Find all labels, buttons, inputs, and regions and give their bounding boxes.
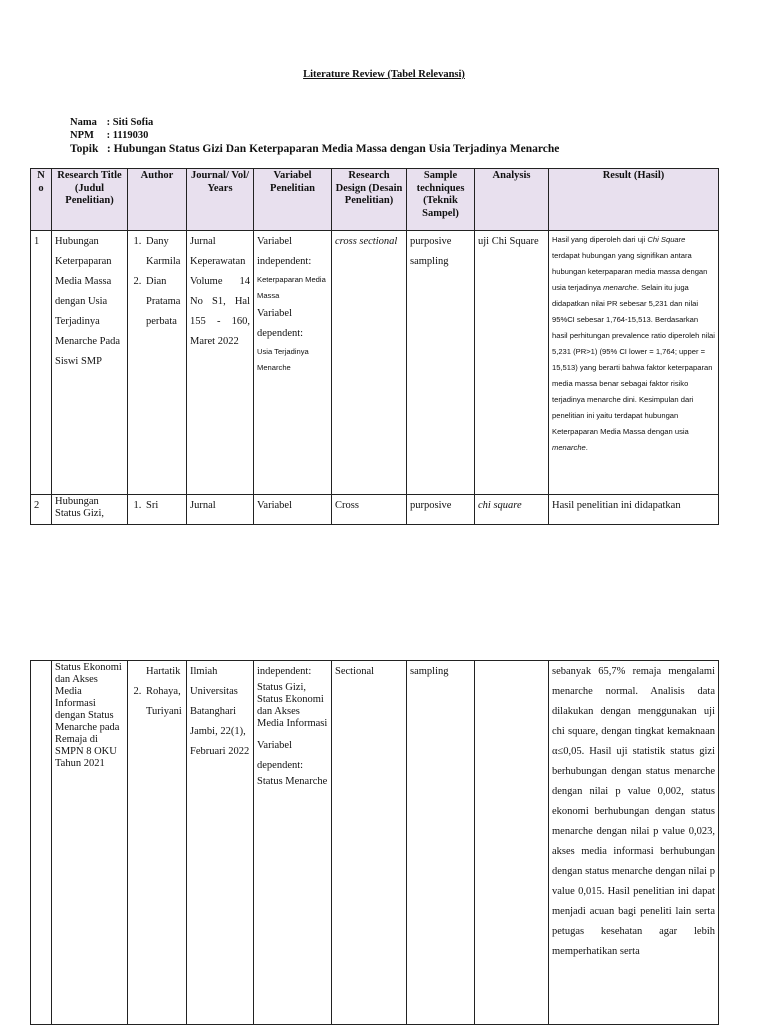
variables [254,661,332,1025]
authors [128,661,187,1025]
name-value: : Siti Sofia [106,117,154,128]
author-continued: Hartatik [146,666,181,677]
header-analysis: Analysis [475,169,549,231]
var-independent-label: independent: [257,666,312,677]
var-independent: Status Gizi, Status Ekonomi dan Akses Media Informasi [257,682,328,729]
sample-technique: purposive [407,495,475,525]
table-row [31,495,719,525]
result-text: Hasil yang diperoleh dari uji [552,235,648,244]
document-title: Literature Review (Tabel Relevansi) [303,69,465,80]
table-row [31,231,719,495]
header-sample: Sample techniques (Teknik Sampel) [407,169,475,231]
row-number: 2 [31,495,52,525]
npm-line [70,129,559,142]
author-item: 1. Sri [144,496,183,516]
row-number [31,661,52,1025]
var-dependent-label: Variabel dependent: [257,740,304,771]
student-info [70,116,559,157]
research-title: Status Ekonomi dan Akses Media Informasi dengan Status Menarche pada Remaja di SMPN 8 OKU Tahun 2021 [52,661,128,1025]
analysis: uji Chi Square [475,231,549,495]
relevance-table-continued [30,660,719,1025]
name-label: Nama [70,117,97,128]
var-independent-label: Variabel independent: [257,236,312,267]
result-text: Chi Square [647,235,686,244]
result [549,231,719,495]
journal: Jurnal Keperawatan Volume 14 No S1, Hal 155 - 160, Maret 2022 [187,231,254,495]
research-title: Hubungan Keterpaparan Media Massa dengan Usia Terjadinya Menarche Pada Siswi SMP [52,231,128,495]
journal: Ilmiah Universitas Batanghari Jambi, 22(1), Februari 2022 [187,661,254,1025]
topic-value: : Hubungan Status Gizi Dan Keterpaparan Media Massa dengan Usia Terjadinya Menarche [106,143,560,155]
relevance-table [30,168,719,525]
journal: Jurnal [187,495,254,525]
research-design: cross sectional [332,231,407,495]
var-dependent: Status Menarche [257,776,328,787]
npm-value: : 1119030 [106,130,149,141]
topic-label: Topik [70,143,99,155]
header-design: Research Design (Desain Penelitian) [332,169,407,231]
sample-technique: purposive sampling [407,231,475,495]
header-result: Result (Hasil) [549,169,719,231]
result: Hasil penelitian ini didapatkan [549,495,719,525]
author-item: 2. Rohaya, Turiyani [144,682,183,722]
analysis [475,661,549,1025]
author-item: 2. Dian Pratama perbata [144,272,183,332]
table-header-row [31,169,719,231]
header-journal: Journal/ Vol/ Years [187,169,254,231]
authors [128,231,187,495]
result: sebanyak 65,7% remaja mengalami menarche normal. Analisis data dilakukan dengan menggunakan uji chi square, dengan tingkat kemaknaan α≤0,05. Hasil uji statistik status gizi berhubungan dengan status menarche dengan nilai p value 0,002, status ekonomi berhubungan dengan status menarche dengan nilai p value 0,023, akses media informasi berhubungan dengan status menarche dengan nilai p value 0,015. Hasil penelitian ini dapat menjadi acuan bagi peneliti lain serta petugas kesehatan agar lebih memperhatikan serta [549,661,719,1025]
result-text: . [585,443,588,452]
result-text: . Selain itu juga didapatkan nilai PR sebesar 5,231 dan nilai 95%CI sebesar 1,764-15,513. Berdasarkan hasil perhitungan prevalence ratio diperoleh nilai 5,231 (PR>1) (95% CI lower = 1,764; upper = 15,513) yang berarti bahwa faktor keterpaparan media massa benar sebagai faktor risiko terjadinya menarche dini. Kesimpulan dari penelitian ini yaitu terdapat hubungan Keterpaparan Media Massa dengan usia [552,283,715,436]
header-author: Author [128,169,187,231]
research-title: Hubungan Status Gizi, [52,495,128,525]
analysis: chi square [475,495,549,525]
name-line [70,116,559,129]
npm-label: NPM [70,130,94,141]
authors [128,495,187,525]
research-design: Cross [332,495,407,525]
topic-line [70,142,559,157]
var-dependent: Usia Terjadinya Menarche [257,347,309,372]
sample-technique: sampling [407,661,475,1025]
var-dependent-label: Variabel dependent: [257,308,304,339]
var-independent: Keterpaparan Media Massa [257,275,326,300]
table-row [31,661,719,1025]
result-text: menarche [552,443,586,452]
research-design: Sectional [332,661,407,1025]
author-item: 1. Dany Karmila [144,232,183,272]
result-text: terdapat hubungan yang signifikan antara hubungan keterpaparan media massa dengan usia terjadinya [552,251,708,292]
variables [254,231,332,495]
result-text: menarche [603,283,637,292]
row-number: 1 [31,231,52,495]
header-no: N o [31,169,52,231]
variables: Variabel [254,495,332,525]
header-variabel: Variabel Penelitian [254,169,332,231]
header-title: Research Title (Judul Penelitian) [52,169,128,231]
